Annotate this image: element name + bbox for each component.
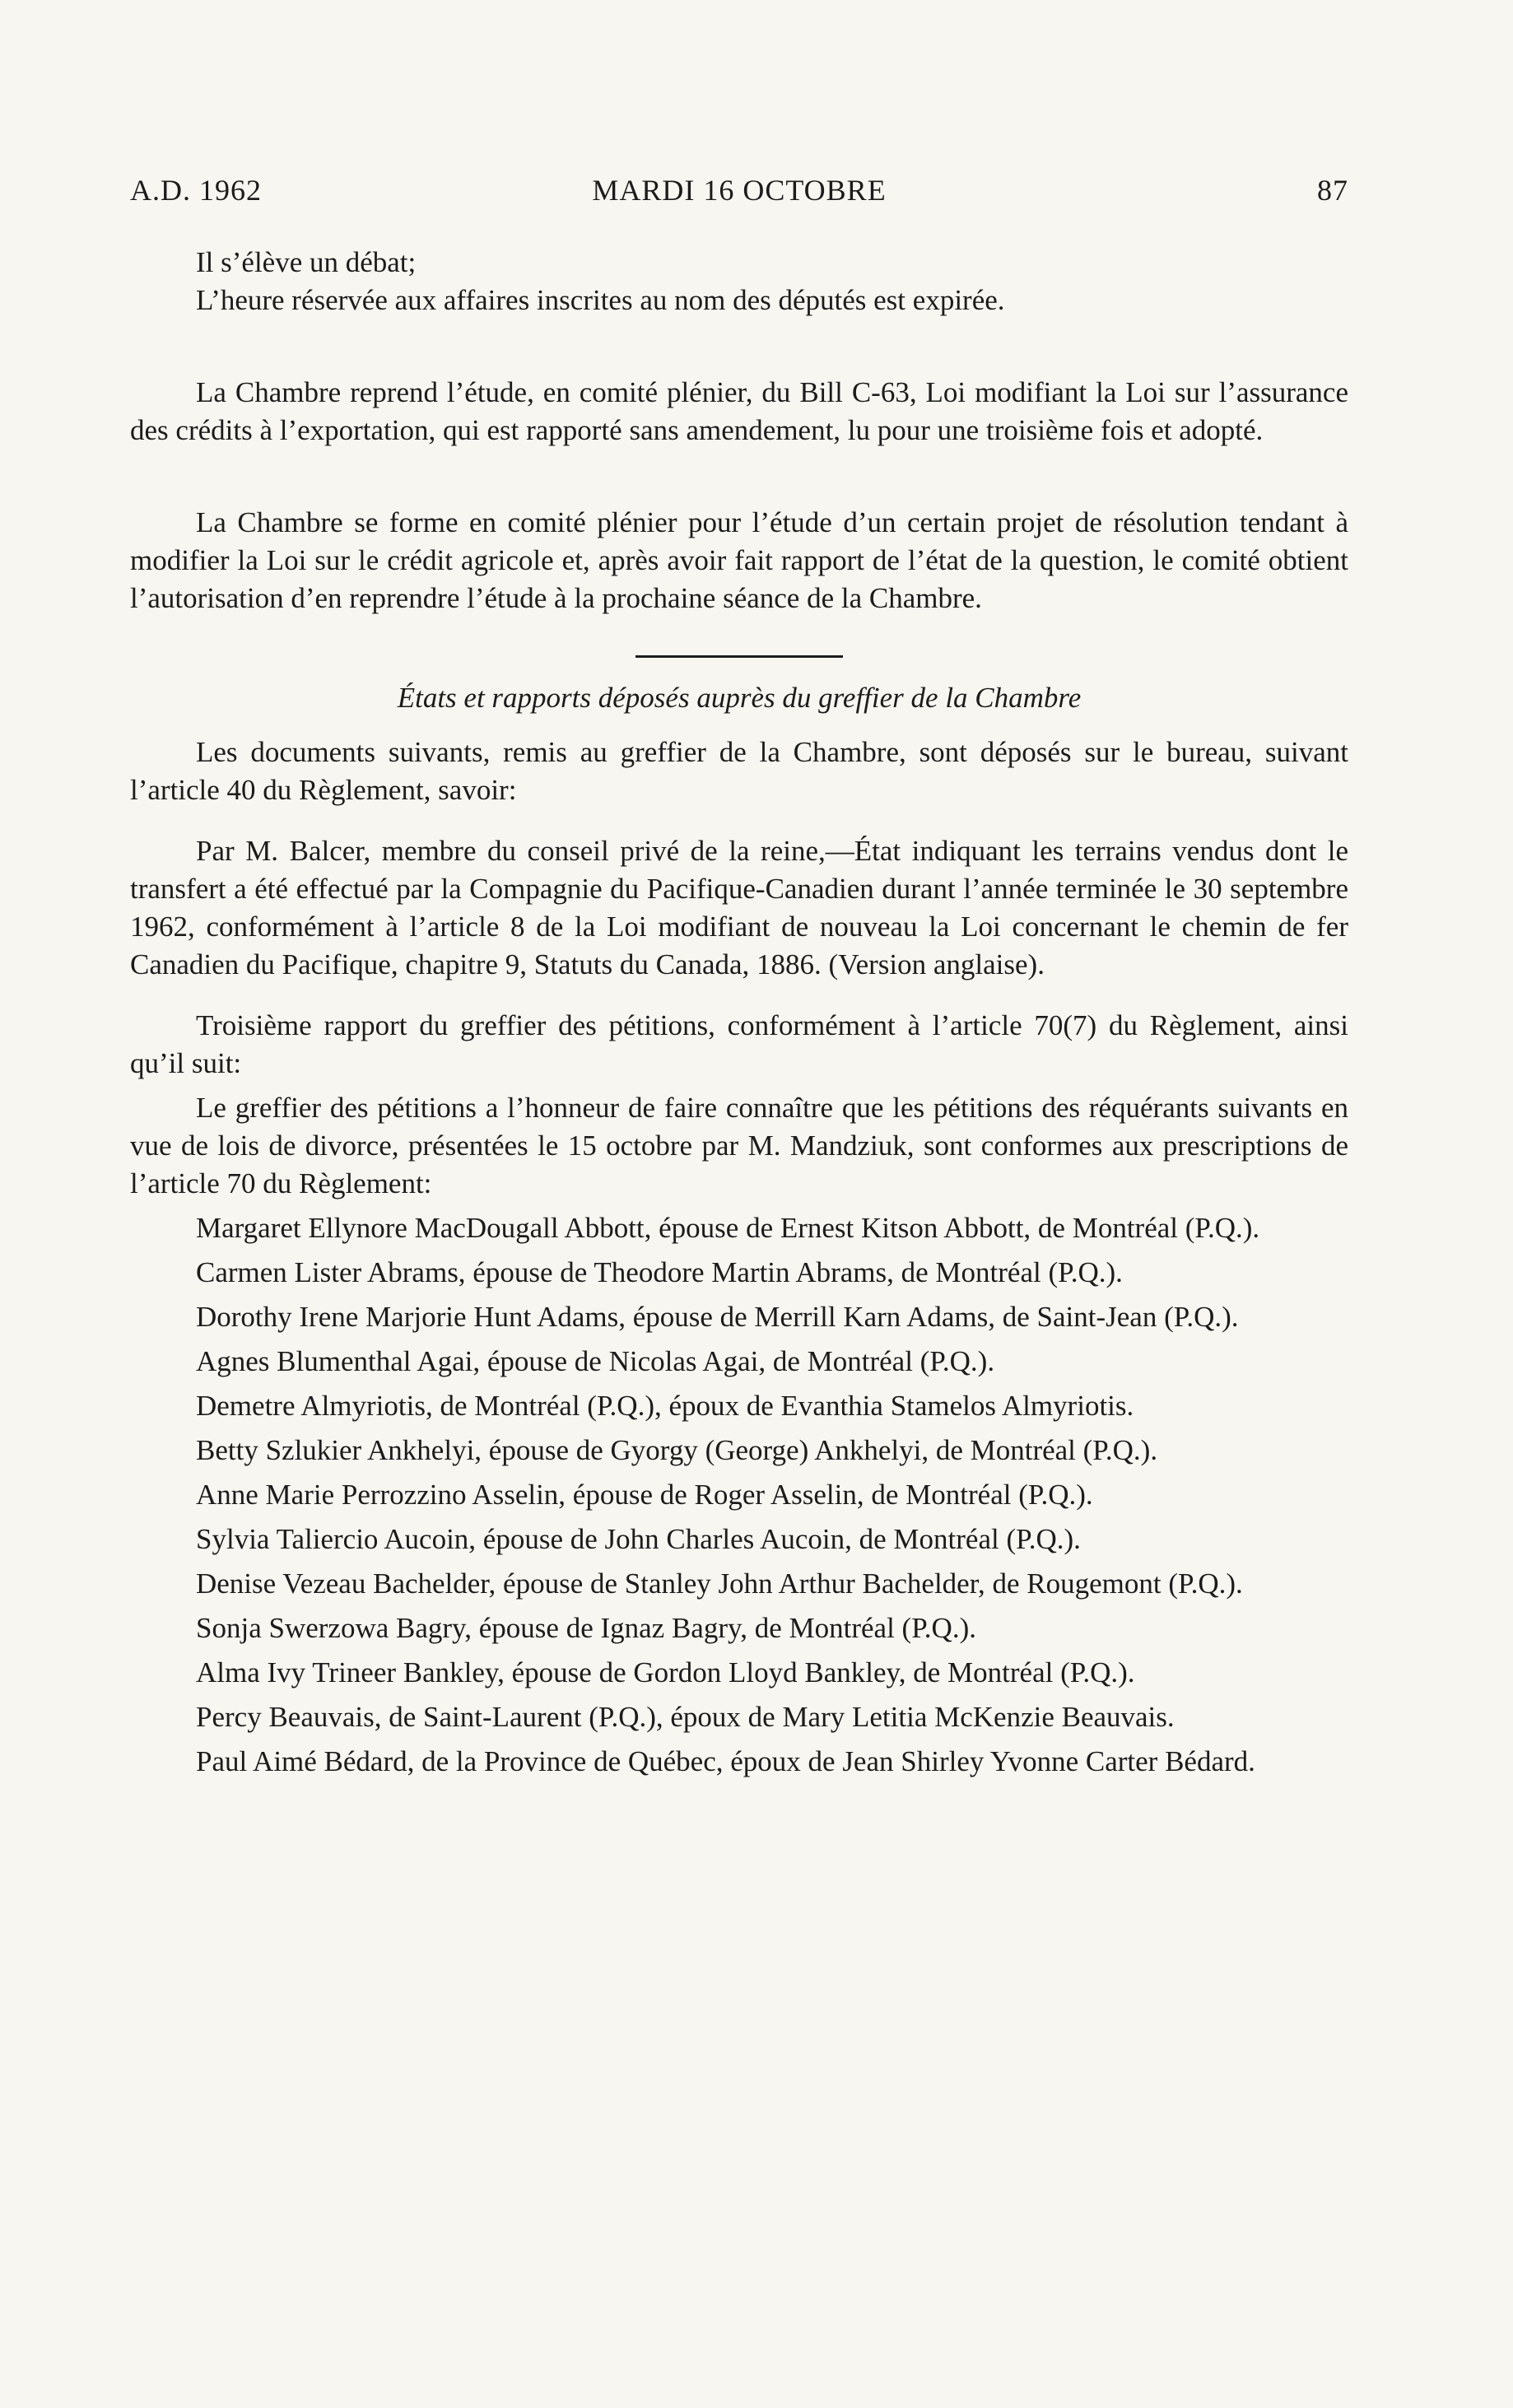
list-item: Denise Vezeau Bachelder, épouse de Stanley John Arthur Bachelder, de Rougemont (P.Q.). (196, 1567, 1243, 1600)
header-year: A.D. 1962 (130, 174, 262, 207)
list-item: Percy Beauvais, de Saint-Laurent (P.Q.), époux de Mary Letitia McKenzie Beauvais. (196, 1701, 1175, 1733)
section-divider (635, 655, 843, 658)
list-item: Demetre Almyriotis, de Montréal (P.Q.), époux de Evanthia Stamelos Almyriotis. (196, 1390, 1134, 1422)
paragraph-hour-expired: L’heure réservée aux affaires inscrites au nom des députés est expirée. (196, 284, 1005, 316)
header-date: MARDI 16 OCTOBRE (592, 174, 887, 207)
paragraph-debate: Il s’élève un débat; (196, 246, 417, 278)
page-number: 87 (1317, 174, 1348, 207)
paragraph-committee-resolution: La Chambre se forme en comité plénier pour l’étude d’un certain projet de résolution tendant à modifier la Loi sur le crédit agricole et, après avoir fait rapport de l’état de la question, le comité obtient l’autorisation d’en reprendre l’étude à la prochaine séance de la Chambre. (130, 506, 1348, 614)
list-item: Anne Marie Perrozzino Asselin, épouse de Roger Asselin, de Montréal (P.Q.). (196, 1479, 1093, 1511)
list-item: Betty Szlukier Ankhelyi, épouse de Gyorgy (George) Ankhelyi, de Montréal (P.Q.). (196, 1434, 1158, 1466)
list-item: Carmen Lister Abrams, épouse de Theodore Martin Abrams, de Montréal (P.Q.). (196, 1256, 1123, 1288)
document-page (130, 173, 1348, 1781)
paragraph-third-report: Troisième rapport du greffier des pétitions, conformément à l’article 70(7) du Règlement, ainsi qu’il suit: (130, 1009, 1348, 1079)
list-item: Dorothy Irene Marjorie Hunt Adams, épouse de Merrill Karn Adams, de Saint-Jean (P.Q.). (196, 1301, 1239, 1333)
list-item: Margaret Ellynore MacDougall Abbott, épouse de Ernest Kitson Abbott, de Montréal (P.Q.). (196, 1212, 1260, 1244)
list-item: Paul Aimé Bédard, de la Province de Québec, époux de Jean Shirley Yvonne Carter Bédard. (196, 1745, 1255, 1777)
paragraph-petitions-clerk: Le greffier des pétitions a l’honneur de faire connaître que les pétitions des réquérants suivants en vue de lois de divorce, présentées le 15 octobre par M. Mandziuk, sont conformes aux prescriptions de l’article 70 du Règlement: (130, 1092, 1348, 1199)
list-item: Sylvia Taliercio Aucoin, épouse de John Charles Aucoin, de Montréal (P.Q.). (196, 1523, 1081, 1555)
list-item: Sonja Swerzowa Bagry, épouse de Ignaz Bagry, de Montréal (P.Q.). (196, 1612, 976, 1644)
section-title: États et rapports déposés auprès du greffier de la Chambre (397, 682, 1082, 714)
list-item: Alma Ivy Trineer Bankley, épouse de Gordon Lloyd Bankley, de Montréal (P.Q.). (196, 1656, 1135, 1688)
petitioner-list (130, 1209, 1348, 1781)
paragraph-balcer-statement: Par M. Balcer, membre du conseil privé de la reine,—État indiquant les terrains vendus dont le transfert a été effectué par la Compagnie du Pacifique-Canadien durant l’année terminée le 30 septembre 1962, conformément à l’article 8 de la Loi modifiant de nouveau la Loi concernant le chemin de fer Canadien du Pacifique, chapitre 9, Statuts du Canada, 1886. (Version anglaise). (130, 835, 1348, 980)
list-item: Agnes Blumenthal Agai, épouse de Nicolas Agai, de Montréal (P.Q.). (196, 1345, 995, 1377)
paragraph-documents-tabled: Les documents suivants, remis au greffier de la Chambre, sont déposés sur le bureau, suivant l’article 40 du Règlement, savoir: (130, 736, 1348, 806)
paragraph-bill-c63: La Chambre reprend l’étude, en comité plénier, du Bill C-63, Loi modifiant la Loi sur l’assurance des crédits à l’exportation, qui est rapporté sans amendement, lu pour une troisième fois et adopté. (130, 376, 1348, 446)
page-header (130, 173, 1348, 207)
